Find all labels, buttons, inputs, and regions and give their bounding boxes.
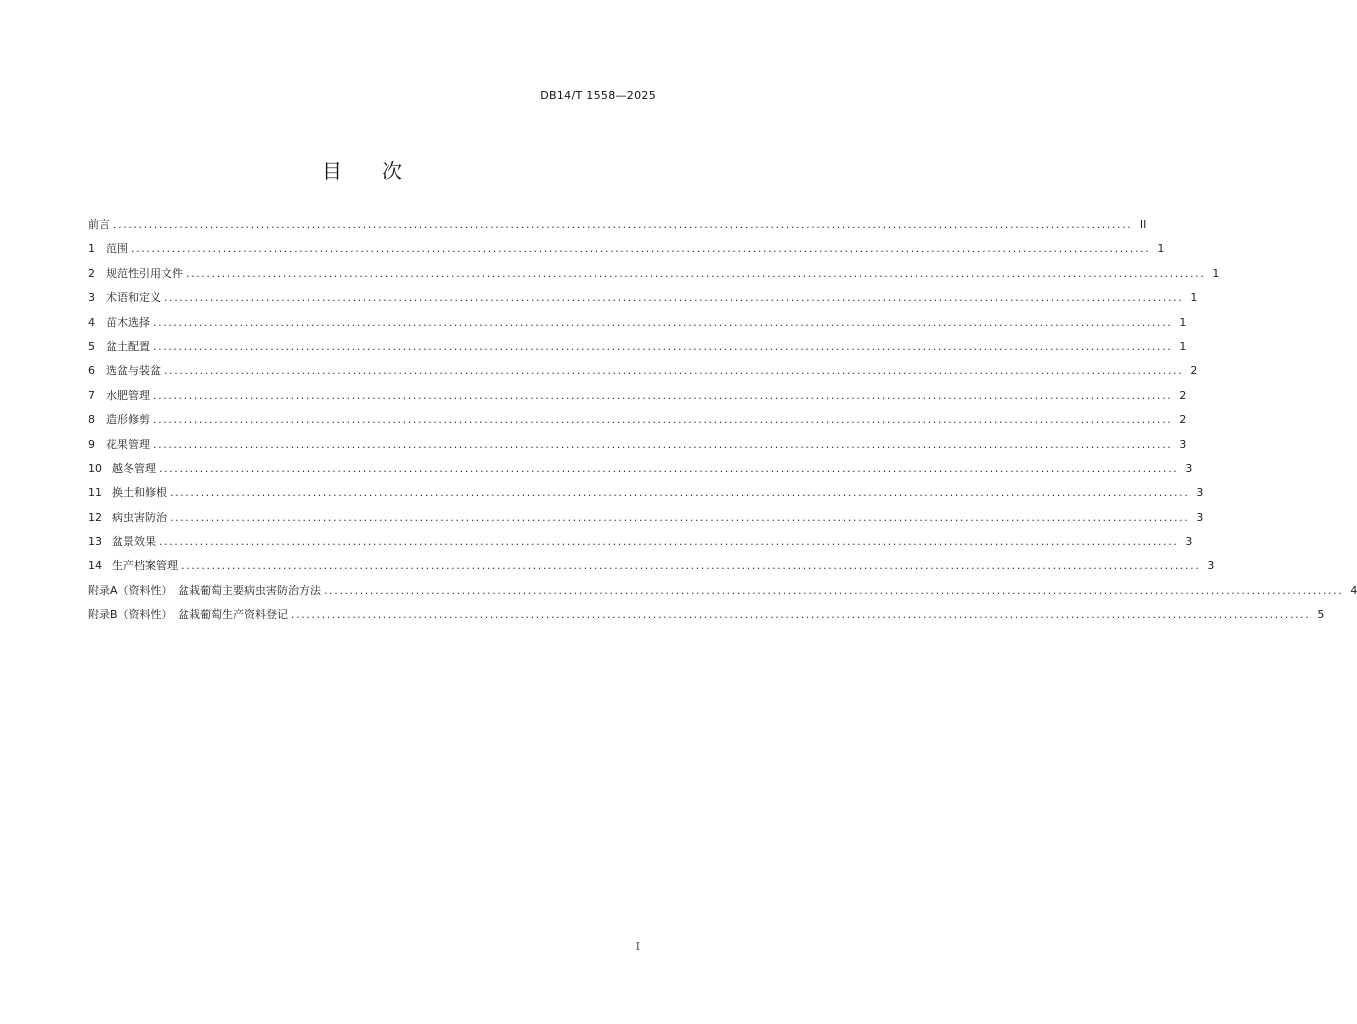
toc-entry-number: 11 bbox=[88, 486, 102, 500]
toc-entry-page: 3 bbox=[1179, 437, 1187, 451]
toc-entry-page: 2 bbox=[1190, 364, 1198, 378]
document-code: DB14/T 1558—2025 bbox=[540, 89, 656, 102]
toc-dot-leader: ........................................................................................................................................................................................................ bbox=[153, 388, 1173, 402]
toc-title bbox=[0, 155, 724, 184]
toc-entry[interactable] bbox=[88, 314, 1187, 338]
toc-dot-leader: ........................................................................................................................................................................................................ bbox=[153, 315, 1173, 329]
toc-entry-page: 2 bbox=[1179, 413, 1187, 427]
toc-dot-leader: ........................................................................................................................................................................................................ bbox=[153, 339, 1173, 353]
toc-dot-leader: ........................................................................................................................................................................................................ bbox=[159, 461, 1179, 475]
toc-entry[interactable] bbox=[88, 289, 1198, 313]
toc-entry-number: 6 bbox=[88, 364, 95, 378]
toc-entry[interactable] bbox=[88, 582, 1357, 606]
toc-entry-label: 附录A（资料性） 盆栽葡萄主要病虫害防治方法 bbox=[88, 583, 322, 597]
toc-entry-number: 10 bbox=[88, 461, 102, 475]
toc-entry-label: 盆土配置 bbox=[106, 339, 150, 353]
toc-entry-page: 5 bbox=[1317, 608, 1325, 622]
toc-entry-label: 附录B（资料性） 盆栽葡萄生产资料登记 bbox=[88, 608, 289, 622]
toc-entry-page: 4 bbox=[1350, 583, 1357, 597]
toc-entry-number: 13 bbox=[88, 535, 102, 549]
toc-dot-leader: ........................................................................................................................................................................................................ bbox=[164, 364, 1184, 378]
toc-entry-label: 选盆与装盆 bbox=[106, 364, 161, 378]
toc-entry-label: 造形修剪 bbox=[106, 413, 150, 427]
toc-entry-label: 换土和修根 bbox=[112, 486, 167, 500]
toc-entry-page: 1 bbox=[1179, 339, 1187, 353]
toc-dot-leader: ........................................................................................................................................................................................................ bbox=[186, 266, 1206, 280]
toc-entry-number: 5 bbox=[88, 339, 95, 353]
toc-entry-number: 3 bbox=[88, 291, 95, 305]
toc-entry-page: 1 bbox=[1212, 266, 1220, 280]
toc-entry[interactable] bbox=[88, 509, 1204, 533]
toc-entry-label: 范围 bbox=[106, 242, 128, 256]
toc-entry-label: 苗木选择 bbox=[106, 315, 150, 329]
toc-entry-page: 1 bbox=[1179, 315, 1187, 329]
toc-entry-label: 盆景效果 bbox=[112, 535, 156, 549]
toc-entry[interactable] bbox=[88, 484, 1204, 508]
toc-entry[interactable] bbox=[88, 240, 1165, 264]
toc-entry-label: 越冬管理 bbox=[112, 461, 156, 475]
toc-entry-page: 3 bbox=[1185, 535, 1193, 549]
toc-dot-leader: ........................................................................................................................................................................................................ bbox=[291, 608, 1311, 622]
toc-entry-label: 生产档案管理 bbox=[112, 559, 178, 573]
toc-dot-leader: ........................................................................................................................................................................................................ bbox=[153, 413, 1173, 427]
toc-title-char-1: 目 bbox=[322, 159, 342, 183]
toc-entry[interactable] bbox=[88, 411, 1187, 435]
toc-entry-label: 规范性引用文件 bbox=[106, 266, 183, 280]
toc-dot-leader: ........................................................................................................................................................................................................ bbox=[113, 218, 1133, 231]
toc-entry[interactable] bbox=[88, 533, 1193, 557]
toc-entry-page: 2 bbox=[1179, 388, 1187, 402]
toc-entry-number: 9 bbox=[88, 437, 95, 451]
toc-entry-page: 1 bbox=[1157, 242, 1165, 256]
toc-dot-leader: ........................................................................................................................................................................................................ bbox=[164, 291, 1184, 305]
toc-list bbox=[88, 216, 1357, 631]
toc-entry-label: 前言 bbox=[88, 218, 110, 231]
toc-entry[interactable] bbox=[88, 362, 1198, 386]
toc-dot-leader: ........................................................................................................................................................................................................ bbox=[324, 583, 1344, 597]
toc-entry[interactable] bbox=[88, 460, 1193, 484]
toc-entry-label: 病虫害防治 bbox=[112, 510, 167, 524]
toc-entry-number: 7 bbox=[88, 388, 95, 402]
toc-dot-leader: ........................................................................................................................................................................................................ bbox=[170, 510, 1190, 524]
toc-entry-number: 1 bbox=[88, 242, 95, 256]
footer-page-number: I bbox=[635, 940, 640, 953]
toc-entry-number: 4 bbox=[88, 315, 95, 329]
toc-dot-leader: ........................................................................................................................................................................................................ bbox=[159, 535, 1179, 549]
toc-entry-number: 2 bbox=[88, 266, 95, 280]
toc-dot-leader: ........................................................................................................................................................................................................ bbox=[131, 242, 1151, 256]
toc-entry[interactable] bbox=[88, 338, 1187, 362]
toc-dot-leader: ........................................................................................................................................................................................................ bbox=[181, 559, 1201, 573]
toc-title-char-2: 次 bbox=[382, 159, 402, 183]
toc-entry[interactable] bbox=[88, 436, 1187, 460]
toc-entry-page: II bbox=[1139, 218, 1147, 231]
toc-entry[interactable] bbox=[88, 216, 1147, 240]
toc-entry-page: 3 bbox=[1185, 461, 1193, 475]
toc-dot-leader: ........................................................................................................................................................................................................ bbox=[170, 486, 1190, 500]
toc-entry[interactable] bbox=[88, 265, 1220, 289]
toc-entry[interactable] bbox=[88, 606, 1325, 630]
toc-entry-number: 14 bbox=[88, 559, 102, 573]
toc-dot-leader: ........................................................................................................................................................................................................ bbox=[153, 437, 1173, 451]
toc-entry-label: 水肥管理 bbox=[106, 388, 150, 402]
toc-entry-label: 术语和定义 bbox=[106, 291, 161, 305]
toc-entry-page: 3 bbox=[1196, 510, 1204, 524]
toc-entry-number: 8 bbox=[88, 413, 95, 427]
toc-entry-page: 3 bbox=[1196, 486, 1204, 500]
toc-entry[interactable] bbox=[88, 557, 1215, 581]
toc-entry-page: 1 bbox=[1190, 291, 1198, 305]
toc-entry[interactable] bbox=[88, 387, 1187, 411]
toc-entry-label: 花果管理 bbox=[106, 437, 150, 451]
toc-entry-page: 3 bbox=[1207, 559, 1215, 573]
toc-entry-number: 12 bbox=[88, 510, 102, 524]
